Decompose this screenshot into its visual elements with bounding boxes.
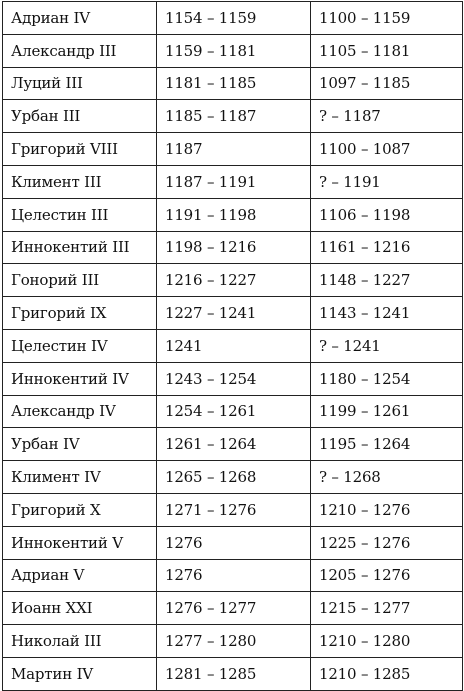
pope-name-cell: Николай III: [3, 625, 157, 658]
table-row: [3, 100, 463, 133]
pope-name-cell: Григорий VIII: [3, 133, 157, 166]
pontificate-years-cell: 1243 – 1254: [157, 362, 311, 395]
pope-name-cell: Адриан V: [3, 559, 157, 592]
pontificate-years-cell: 1187: [157, 133, 311, 166]
pontificate-years-cell: 1277 – 1280: [157, 625, 311, 658]
table-row: [3, 657, 463, 690]
table-row: [3, 133, 463, 166]
lifespan-years-cell: 1143 – 1241: [311, 297, 463, 330]
table-row: [3, 526, 463, 559]
pontificate-years-cell: 1216 – 1227: [157, 264, 311, 297]
lifespan-years-cell: 1210 – 1285: [311, 657, 463, 690]
pontificate-years-cell: 1198 – 1216: [157, 231, 311, 264]
lifespan-years-cell: ? – 1191: [311, 165, 463, 198]
pope-name-cell: Целестин IV: [3, 329, 157, 362]
popes-table-container: [2, 1, 462, 691]
table-row: [3, 493, 463, 526]
pope-name-cell: Григорий IX: [3, 297, 157, 330]
lifespan-years-cell: 1105 – 1181: [311, 34, 463, 67]
pope-name-cell: Александр III: [3, 34, 157, 67]
lifespan-years-cell: ? – 1241: [311, 329, 463, 362]
pope-name-cell: Иоанн XXI: [3, 592, 157, 625]
lifespan-years-cell: 1215 – 1277: [311, 592, 463, 625]
lifespan-years-cell: 1199 – 1261: [311, 395, 463, 428]
pontificate-years-cell: 1185 – 1187: [157, 100, 311, 133]
pontificate-years-cell: 1159 – 1181: [157, 34, 311, 67]
pontificate-years-cell: 1276: [157, 526, 311, 559]
table-row: [3, 559, 463, 592]
table-row: [3, 67, 463, 100]
pope-name-cell: Гонорий III: [3, 264, 157, 297]
pope-name-cell: Мартин IV: [3, 657, 157, 690]
pontificate-years-cell: 1276 – 1277: [157, 592, 311, 625]
pontificate-years-cell: 1265 – 1268: [157, 461, 311, 494]
pontificate-years-cell: 1281 – 1285: [157, 657, 311, 690]
pontificate-years-cell: 1241: [157, 329, 311, 362]
table-row: [3, 297, 463, 330]
popes-table-body: [3, 2, 463, 691]
lifespan-years-cell: 1195 – 1264: [311, 428, 463, 461]
pope-name-cell: Иннокентий IV: [3, 362, 157, 395]
pope-name-cell: Иннокентий V: [3, 526, 157, 559]
table-row: [3, 231, 463, 264]
lifespan-years-cell: 1210 – 1280: [311, 625, 463, 658]
lifespan-years-cell: 1100 – 1087: [311, 133, 463, 166]
table-row: [3, 34, 463, 67]
pontificate-years-cell: 1187 – 1191: [157, 165, 311, 198]
lifespan-years-cell: ? – 1268: [311, 461, 463, 494]
pontificate-years-cell: 1261 – 1264: [157, 428, 311, 461]
table-row: [3, 329, 463, 362]
table-row: [3, 395, 463, 428]
table-row: [3, 198, 463, 231]
pope-name-cell: Иннокентий III: [3, 231, 157, 264]
table-row: [3, 461, 463, 494]
pope-name-cell: Григорий X: [3, 493, 157, 526]
lifespan-years-cell: 1161 – 1216: [311, 231, 463, 264]
table-row: [3, 362, 463, 395]
pontificate-years-cell: 1276: [157, 559, 311, 592]
pope-name-cell: Луций III: [3, 67, 157, 100]
lifespan-years-cell: 1148 – 1227: [311, 264, 463, 297]
pontificate-years-cell: 1227 – 1241: [157, 297, 311, 330]
table-row: [3, 428, 463, 461]
lifespan-years-cell: 1100 – 1159: [311, 2, 463, 35]
table-row: [3, 165, 463, 198]
pope-name-cell: Климент III: [3, 165, 157, 198]
popes-table: [2, 1, 463, 691]
pontificate-years-cell: 1154 – 1159: [157, 2, 311, 35]
lifespan-years-cell: 1180 – 1254: [311, 362, 463, 395]
table-row: [3, 592, 463, 625]
lifespan-years-cell: 1205 – 1276: [311, 559, 463, 592]
lifespan-years-cell: 1097 – 1185: [311, 67, 463, 100]
pope-name-cell: Урбан III: [3, 100, 157, 133]
pope-name-cell: Целестин III: [3, 198, 157, 231]
pope-name-cell: Адриан IV: [3, 2, 157, 35]
lifespan-years-cell: ? – 1187: [311, 100, 463, 133]
table-row: [3, 264, 463, 297]
pontificate-years-cell: 1271 – 1276: [157, 493, 311, 526]
lifespan-years-cell: 1210 – 1276: [311, 493, 463, 526]
pope-name-cell: Александр IV: [3, 395, 157, 428]
lifespan-years-cell: 1106 – 1198: [311, 198, 463, 231]
pontificate-years-cell: 1181 – 1185: [157, 67, 311, 100]
pope-name-cell: Урбан IV: [3, 428, 157, 461]
pope-name-cell: Климент IV: [3, 461, 157, 494]
table-row: [3, 625, 463, 658]
pontificate-years-cell: 1191 – 1198: [157, 198, 311, 231]
lifespan-years-cell: 1225 – 1276: [311, 526, 463, 559]
table-row: [3, 2, 463, 35]
pontificate-years-cell: 1254 – 1261: [157, 395, 311, 428]
